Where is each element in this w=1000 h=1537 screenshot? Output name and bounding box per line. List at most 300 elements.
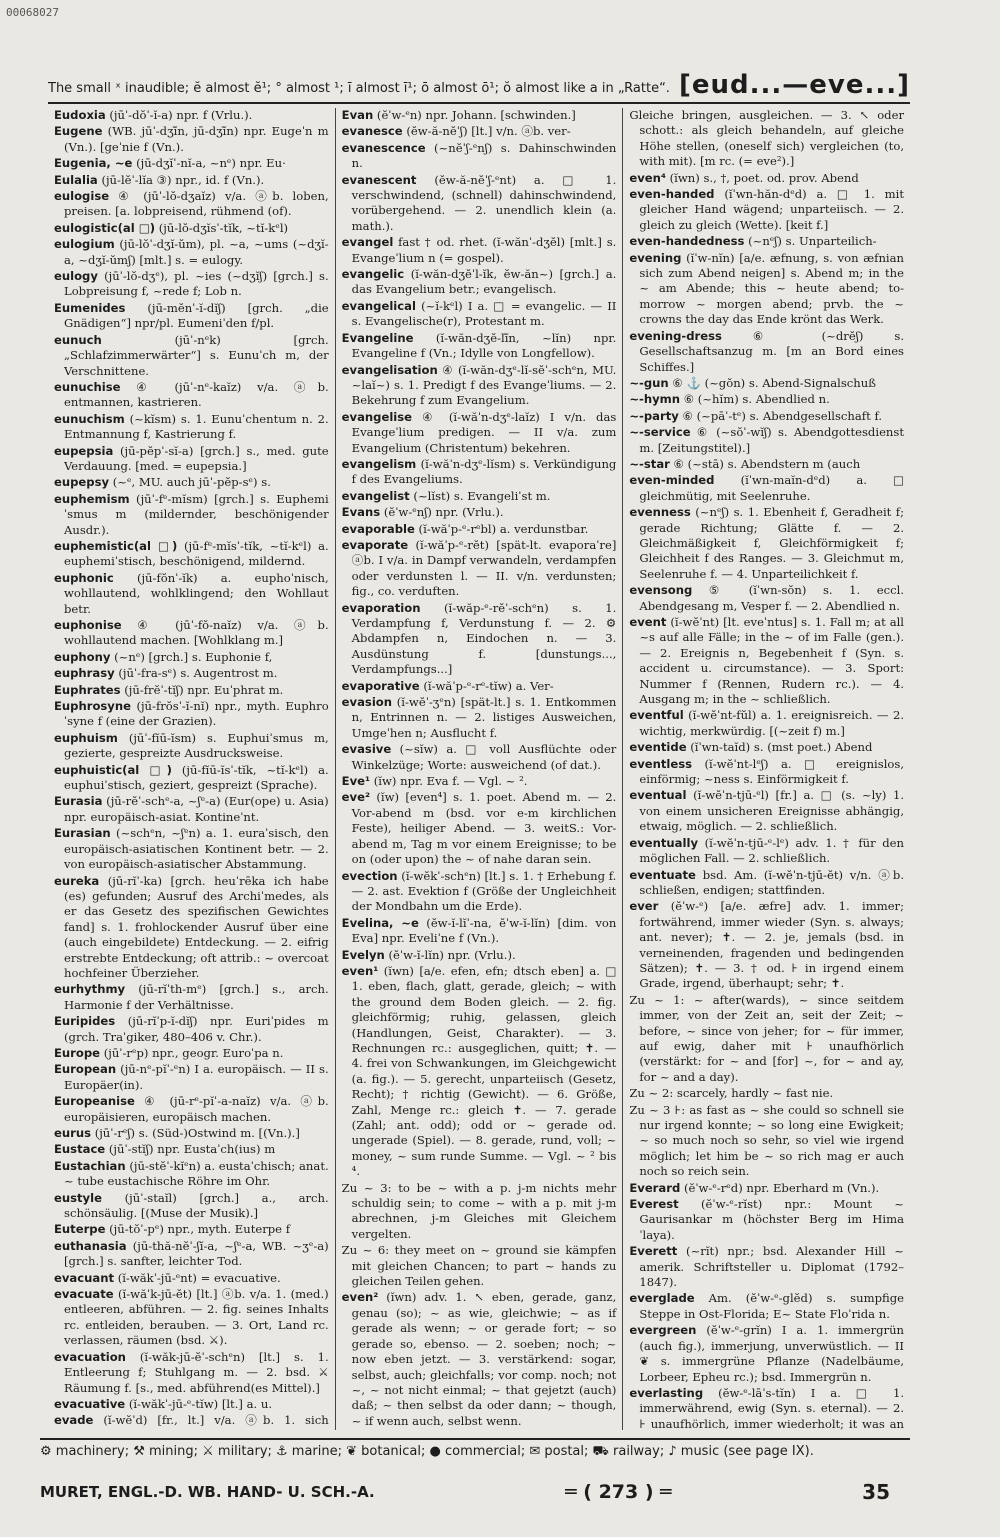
dictionary-entry bbox=[342, 363, 617, 409]
dictionary-entry bbox=[342, 235, 617, 266]
definition: (ĕˈw-ᵉ-rᵉd) npr. Eberhard m (Vn.). bbox=[683, 1180, 880, 1195]
dictionary-entry bbox=[54, 1413, 329, 1430]
definition: (jū-thă-nĕˈ-ʃĭ-a, ~ʃᵉ-a, WB. ~ʒᵉ-a) [grch.] s. sanfter, leichter Tod. bbox=[64, 1238, 329, 1269]
headword: euphuistic(al □) bbox=[54, 762, 172, 777]
headword: Eurasia bbox=[54, 794, 103, 809]
dictionary-entry bbox=[54, 189, 329, 220]
dictionary-entry bbox=[629, 836, 904, 867]
definition: ⑥ (~hĭm) s. Abendlied n. bbox=[683, 392, 830, 407]
definition: (ĭ-wăn-dʒĕˈl-ĭk, ĕw-ăn~) [grch.] a. das Evangelium betr.; evangelisch. bbox=[351, 267, 617, 297]
headword: Eulalia bbox=[54, 172, 98, 187]
definition: Zu ~ 3: to be ~ with a p. j-m nichts mehr schuldig sein; to come ~ with a p. mit j-m abrechnen, j-m Gleiches mit Gleichem vergelten. bbox=[341, 1180, 617, 1241]
definition: (ĭˈw-nĭn) [a/e. æfnung, s. von æfnian sich zum Abend neigen] s. Abend m; in the ~ am Abende; this ~ heute abend; to-morrow ~ morgen abend; prvb. the ~ crowns the day das Ende krönt das Werk. bbox=[639, 250, 905, 327]
dictionary-entry bbox=[54, 1287, 329, 1349]
dictionary-entry bbox=[54, 301, 329, 332]
headword: evening-dress bbox=[629, 328, 722, 343]
headword: eventually bbox=[629, 835, 699, 850]
headword: eupepsy bbox=[54, 475, 110, 490]
definition: (ĕˈw-ᵉ) [a/e. æfre] adv. 1. immer; fortwährend, immer wieder (Syn. s. always; ant. never); ✝. — 2. je, jemals (bsd. in verneinenden, fragenden und bedingenden Sätzen); ✝. — 3. † od. ⊦ in irgend einem Grade, irgend, überhaupt; sehr; ✝. bbox=[639, 899, 905, 991]
dictionary-entry bbox=[54, 475, 329, 490]
headword: euphemism bbox=[54, 491, 130, 506]
headword: evaporative bbox=[341, 678, 420, 693]
headword: evangel bbox=[341, 235, 394, 250]
headword: evacuant bbox=[54, 1270, 114, 1285]
definition: (jūˈ-nᵉk) [grch. „Schlafzimmerwärter“] s. Eunuˈch m, der Verschnittene. bbox=[64, 332, 329, 378]
dictionary-entry bbox=[342, 538, 617, 600]
column-right bbox=[622, 108, 910, 1430]
dictionary-entry bbox=[629, 708, 904, 739]
definition: (~nᵉ) [grch.] s. Euphonie f, bbox=[114, 649, 273, 664]
definition: Zu ~ 6: they meet on ~ ground sie kämpfen mit gleichen Chancen; to part ~ hands zu gleichen Teilen gehen. bbox=[341, 1243, 617, 1289]
headword: evacuative bbox=[54, 1396, 126, 1411]
definition: (ĭ-wăp-ᵉ-rĕˈ-schᵉn) s. 1. Verdampfung f, Verdunstung f. — 2. ⚙ Abdampfen n, Eindochen n. — 3. Ausdünstung f. [dunstungs..., Verdampfungs...] bbox=[351, 600, 617, 677]
headword: evanescence bbox=[341, 140, 426, 155]
dictionary-entry bbox=[629, 1181, 904, 1196]
headword: ever bbox=[629, 899, 659, 914]
definition: (~ᵉ, MU. auch jūˈ-pĕp-sᵉ) s. bbox=[112, 475, 271, 490]
definition: ④ (jūˈ-fŏ-naĭz) v/a. ⓐb. wohllautend machen. [Wohlklang m.] bbox=[64, 618, 329, 648]
dictionary-entry bbox=[629, 1323, 904, 1385]
definition: Zu ~ 2: scarcely, hardly ~ fast nie. bbox=[629, 1086, 834, 1101]
definition: Am. (ĕˈw-ᵉ-glĕd) s. sumpfige Steppe in Ost-Florida; E~ State Floˈrida n. bbox=[639, 1291, 905, 1321]
dictionary-entry bbox=[629, 376, 904, 391]
headword: Evan bbox=[341, 108, 374, 122]
headword: evangelism bbox=[341, 456, 417, 471]
headword: Eve¹ bbox=[341, 774, 371, 789]
definition: (jū-fᵉ-mĭsˈ-tĭk, ~tĭ-kᵉl) a. euphemiˈstisch, beschönigend, mildernd. bbox=[64, 538, 329, 569]
definition: (ĕˈw-ᵉ-grĭn) I a. 1. immergrün (auch fig.), immerjung, unverwüstlich. — II ❦ s. immergrüne Pflanze (Nadelbäume, Lorbeer, Epheu rc.); bsd. Immergrün n. bbox=[639, 1323, 905, 1384]
dictionary-entry bbox=[342, 1290, 617, 1429]
dictionary-entry bbox=[629, 251, 904, 328]
headword: evacuate bbox=[54, 1287, 114, 1302]
dictionary-entry bbox=[342, 522, 617, 537]
definition: (ĭ-wĕkˈ-schᵉn) [lt.] s. 1. † Erhebung f. — 2. ast. Evektion f (Größe der Ungleichheit der Mondbahn um die Erde). bbox=[351, 868, 617, 914]
dictionary-entry bbox=[629, 993, 904, 1085]
definition: ⑥ (~drĕʃ) s. Gesellschaftsanzug m. [m an Bord eines Schiffes.] bbox=[639, 328, 905, 374]
dictionary-entry bbox=[54, 1397, 329, 1412]
headword: eventide bbox=[629, 740, 687, 755]
headword: Eumenides bbox=[54, 300, 126, 315]
dictionary-entry bbox=[342, 1243, 617, 1289]
dictionary-entry bbox=[629, 788, 904, 834]
headword: Eugenia, ~e bbox=[54, 156, 133, 171]
dictionary-entry bbox=[342, 869, 617, 915]
dictionary-columns bbox=[48, 108, 910, 1430]
dictionary-entry bbox=[54, 571, 329, 617]
dictionary-entry bbox=[54, 982, 329, 1013]
definition: (ĭwn) [a/e. efen, efn; dtsch eben] a. □ 1. eben, flach, glatt, gerade, gleich; ~ with the ground dem Boden gleich. — 2. fig. gleichförmig; ruhig, gelassen, gleich (Handlungen, Geist, Charakter). — 3. Rechnungen rc.: ausgeglichen, quitt; ✝. — 4. frei von Schwankungen, im Gleichgewicht (a. fig.). — 5. gerecht, unparteiisch (Gesetz, Recht); † richtig (Gewicht). — 6. Größe, Zahl, Menge rc.: gleich ✝. — 7. gerade (Zahl; ant. odd); odd or ~ gerade od. ungerade (Spiel). — 8. gerade, rund, voll; ~ money, ~ sum runde Summe. — Vgl. ~ ² bis ⁴. bbox=[351, 963, 617, 1179]
headword: even⁴ bbox=[629, 170, 666, 185]
dictionary-entry bbox=[54, 699, 329, 730]
dictionary-entry bbox=[629, 1386, 904, 1430]
definition: ④ (jūˈ-nᵉ-kaĭz) v/a. ⓐb. entmannen, kastrieren. bbox=[64, 379, 329, 410]
definition: (ĭ-wĕˈ-ʒᵉn) [spät-lt.] s. 1. Entkommen n, Entrinnen n. — 2. listiges Ausweichen, Umgeˈhen n; Ausflucht f. bbox=[351, 695, 617, 740]
headword: eupepsia bbox=[54, 443, 114, 458]
dictionary-entry bbox=[629, 234, 904, 249]
page-id: 00068027 bbox=[6, 6, 59, 19]
definition: (jūˈ-fĭū-ĭsm) s. Euphuiˈsmus m, gezierte, gespreizte Ausdrucksweise. bbox=[64, 730, 329, 761]
dictionary-entry bbox=[54, 539, 329, 570]
definition: (jūˈ-staĭl) [grch.] a., arch. schönsäulig. [(Muse der Musik).] bbox=[64, 1190, 329, 1221]
definition: fast † od. rhet. (ĭ-wănˈ-dʒĕl) [mlt.] s. Evangeˈlium n (= gospel). bbox=[351, 235, 617, 265]
definition: (WB. jūˈ-dʒĭ̄n, jū-dʒĭ̄n) npr. Eugeˈn m (Vn.). [geˈnie f (Vn.). bbox=[64, 124, 329, 154]
definition: (ĭ-wĕˈnt) [lt. eveˈntus] s. 1. Fall m; at all ~s auf alle Fälle; in the ~ of im Falle (gen.). — 2. Ereignis n, Begebenheit f (Syn. s. accident u. circumstance). — 3. Sport: Nummer f (Rennen, Rudern rc.). — 4. Ausgang m; in the ~ schließlich. bbox=[639, 615, 905, 707]
headword: evangelise bbox=[341, 409, 413, 424]
dictionary-entry bbox=[629, 757, 904, 788]
headword: Euphrosyne bbox=[54, 699, 131, 714]
dictionary-entry bbox=[629, 1086, 904, 1101]
definition: (jū-tŏˈ-pᵉ) npr., myth. Euterpe f bbox=[109, 1222, 291, 1237]
dictionary-entry bbox=[629, 899, 904, 991]
dictionary-entry bbox=[54, 1014, 329, 1045]
headword: euphuism bbox=[54, 730, 118, 745]
headword: ~-hymn bbox=[629, 392, 681, 407]
definition: ⑤ (ĭˈwn-sŏn) s. 1. eccl. Abendgesang m, Vesper f. — 2. Abendlied n. bbox=[639, 583, 905, 613]
dictionary-entry bbox=[54, 1142, 329, 1157]
headword: eunuchise bbox=[54, 379, 121, 394]
headword: evaporable bbox=[341, 521, 415, 536]
definition: (ĕw-ă-nĕˈʃ) [lt.] v/n. ⓐb. ver- bbox=[406, 124, 571, 139]
dictionary-entry bbox=[629, 868, 904, 899]
guide-words: [eud...—eve...] bbox=[679, 70, 910, 100]
definition: (ĭ-wăkˈ-jū-ᵉnt) = evacuative. bbox=[117, 1270, 281, 1285]
headword: Everest bbox=[629, 1197, 679, 1212]
dictionary-entry bbox=[629, 187, 904, 233]
definition: (jū-fĭū-ĭsˈ-tĭk, ~tĭ-kᵉl) a. euphuiˈstisch, geziert, gespreizt (Sprache). bbox=[64, 762, 329, 793]
definition: (jū-mĕnˈ-ĭ-dĭʃ) [grch. „die Gnädigen“] npr/pl. Eumeniˈden f/pl. bbox=[64, 300, 329, 331]
dictionary-entry bbox=[54, 1239, 329, 1270]
definition: (ĭwn) s., †, poet. od. prov. Abend bbox=[669, 170, 859, 185]
definition: (ĕw-ĭ-lĭˈ-na, ĕˈw-ĭ-lĭn) [dim. von Eva] npr. Eveliˈne f (Vn.). bbox=[351, 915, 617, 946]
definition: (jūˈ-stĭʃ) npr. Eustaˈch(ius) m bbox=[108, 1142, 276, 1157]
definition: Zu ~ 1: ~ after(wards), ~ since seitdem immer, von der Zeit an, seit der Zeit; ~ before, ~ since von jeher; for ~ für immer, auf ewig, daher mit ⊦ unaufhörlich (verstärkt: for ~ and [for] ~, for ~ and ay, for ~ and a day). bbox=[629, 992, 905, 1084]
headword: evade bbox=[54, 1413, 94, 1428]
definition: (jūˈ-rᵉʃ) s. (Süd-)Ostwind m. [(Vn.).] bbox=[94, 1126, 300, 1140]
headword: European bbox=[54, 1062, 117, 1077]
definition: Zu ~ 3 ⊦: as fast as ~ she could so schnell sie nur irgend konnte; ~ so long eine Ewigkeit; ~ so much noch so sehr, so viel wie irgend möglich; let him be ~ so rich mag er auch noch so reich sein. bbox=[629, 1102, 905, 1179]
headword: eurus bbox=[54, 1126, 91, 1140]
headword: euphonise bbox=[54, 618, 122, 632]
headword: everglade bbox=[629, 1291, 695, 1306]
dictionary-entry bbox=[54, 731, 329, 762]
headword: ~-gun bbox=[629, 375, 669, 390]
definition: ④ (ĭ-wăˈn-dʒᵉ-laĭz) I v/n. das Evangeˈlium predigen. — II v/a. zum Evangelium (Christentum) bekehren. bbox=[351, 409, 617, 455]
headword: eulogistic(al □) bbox=[54, 220, 156, 235]
headword: evergreen bbox=[629, 1323, 697, 1338]
dictionary-entry bbox=[54, 108, 329, 123]
dictionary-entry bbox=[54, 380, 329, 411]
dictionary-entry bbox=[342, 141, 617, 172]
dictionary-entry bbox=[629, 583, 904, 614]
headword: Everard bbox=[629, 1180, 681, 1195]
dictionary-entry bbox=[629, 329, 904, 375]
dictionary-entry bbox=[54, 1271, 329, 1286]
definition: (ĕˈw-ᵉn) npr. Johann. [schwinden.] bbox=[376, 108, 576, 122]
headword: eunuchism bbox=[54, 411, 125, 426]
definition: (ĭˈwn-taĭd) s. (mst poet.) Abend bbox=[690, 740, 873, 755]
definition: (ĕw-ᵉ-lāˈs-tĭn) I a. □ 1. immerwährend, ewig (Syn. s. eternal). — 2. ⊦ unaufhörlich, immer wiederholt; it was an bbox=[639, 1385, 905, 1430]
headword: euphony bbox=[54, 649, 111, 664]
headword: evangelisation bbox=[341, 362, 438, 377]
dictionary-entry bbox=[629, 425, 904, 456]
dictionary-entry bbox=[342, 173, 617, 235]
headword: even-minded bbox=[629, 473, 715, 488]
dictionary-entry bbox=[629, 740, 904, 755]
headword: Eudoxia bbox=[54, 108, 106, 122]
headword: eureka bbox=[54, 873, 100, 888]
dictionary-entry bbox=[629, 1291, 904, 1322]
definition: (jū-dʒĭˈ-nĭ-a, ~nᵉ) npr. Eu· bbox=[136, 156, 286, 171]
headword: Evangeline bbox=[341, 330, 414, 345]
dictionary-entry bbox=[54, 1126, 329, 1141]
headword: evasion bbox=[341, 695, 393, 710]
headword: eventful bbox=[629, 708, 684, 723]
headword: evening bbox=[629, 250, 682, 265]
headword: Evelina, ~e bbox=[341, 915, 419, 930]
definition: (ĭ-wĕˈn-tjū-ᵉ-lᵉ) adv. 1. † für den möglichen Fall. — 2. schließlich. bbox=[639, 835, 905, 866]
headword: evenness bbox=[629, 505, 691, 520]
dictionary-entry bbox=[54, 874, 329, 982]
headword: ~-star bbox=[629, 456, 670, 471]
headword: Evelyn bbox=[341, 947, 385, 962]
dictionary-entry bbox=[54, 763, 329, 794]
dictionary-entry bbox=[54, 444, 329, 475]
headword: Everett bbox=[629, 1244, 678, 1259]
dictionary-entry bbox=[54, 173, 329, 188]
imprint: MURET, ENGL.-D. WB. HAND- U. SCH.-A. bbox=[40, 1483, 375, 1501]
headword: Europe bbox=[54, 1045, 101, 1060]
definition: (ĭ-wĕˈd) [fr., lt.] v/a. ⓐb. 1. sich bbox=[103, 1413, 329, 1428]
headword: evaporation bbox=[341, 600, 421, 615]
dictionary-entry bbox=[342, 1181, 617, 1243]
headword: even¹ bbox=[341, 963, 379, 978]
definition: (~lĭst) s. Evangeliˈst m. bbox=[413, 488, 551, 503]
headword: euphonic bbox=[54, 570, 114, 585]
dictionary-entry bbox=[629, 392, 904, 407]
headword: event bbox=[629, 615, 667, 629]
definition: bsd. Am. (ĭ-wĕˈn-tjū-ĕt) v/n. ⓐb. schließen, endigen; stattfinden. bbox=[639, 867, 905, 897]
definition: (~ĭ-kᵉl) I a. □ = evangelic. — II s. Evangelische(r), Protestant m. bbox=[351, 298, 617, 329]
center-page-number: ═ ( 273 ) ═ bbox=[565, 1481, 672, 1503]
headword: even² bbox=[341, 1290, 379, 1305]
definition: (jūˈ-fra-sᵉ) s. Augentrost m. bbox=[118, 666, 278, 681]
headword: eulogise bbox=[54, 189, 110, 204]
definition: (jūˈ-fᵉ-mĭsm) [grch.] s. Euphemiˈsmus m (mildernder, beschönigender Ausdr.). bbox=[64, 491, 329, 537]
definition: (ĭˈwn-hăn-dᵉd) a. □ 1. mit gleicher Hand wägend; unparteiisch. — 2. gleich zu gleich (Wette). [keit f.] bbox=[639, 187, 905, 232]
dictionary-entry bbox=[342, 489, 617, 504]
headword: euphrasy bbox=[54, 666, 115, 681]
definition: (ĕˈw-ĭ-lĭn) npr. (Vrlu.). bbox=[388, 947, 516, 962]
headword: evanesce bbox=[341, 124, 403, 139]
dictionary-entry bbox=[342, 331, 617, 362]
definition: ⑥ (~pāˈ-tᵉ) s. Abendgesellschaft f. bbox=[682, 408, 883, 423]
headword: evacuation bbox=[54, 1349, 126, 1364]
definition: (~kĭsm) s. 1. Eunuˈchentum n. 2. Entmannung f, Kastrierung f. bbox=[64, 411, 329, 442]
headword: even-handedness bbox=[629, 234, 745, 249]
definition: ④ (jūˈ-lŏ-dʒaĭz) v/a. ⓐb. loben, preisen. [a. lobpreisend, rühmend (of). bbox=[64, 189, 329, 219]
definition: (ĭw) [even⁴] s. 1. poet. Abend m. — 2. Vor-abend m (bsd. vor e-m kirchlichen Feste), heiliger Abend. — 3. weitS.: Vor-abend m, Tag m vor einem Ereignisse; to be on (oder upon) the ~ of nahe daran sein. bbox=[351, 790, 617, 867]
dictionary-entry bbox=[342, 790, 617, 867]
dictionary-entry bbox=[54, 412, 329, 443]
definition: (ĭ-wăˈp-ᵉ-rĕt) [spät-lt. evaporaˈre] ⓐb. I v/a. in Dampf verwandeln, verdampfen oder verdunsten l. — II. v/n. verdunsten; fig., co. verduften. bbox=[351, 537, 617, 599]
definition: Gleiche bringen, ausgleichen. — 3. ↖ oder schott.: als gleich behandeln, auf gleiche Höhe stellen, (oneself sich) vergleichen (to, with mit). [m rc. (= eve²).] bbox=[629, 108, 905, 169]
dictionary-entry bbox=[629, 473, 904, 504]
definition: (ĕw-ă-nĕˈʃ-ᵉnt) a. □ 1. verschwindend, (schnell) dahinschwindend, vorübergehend. — 2. unendlich klein (a. math.). bbox=[351, 172, 617, 233]
headword: euthanasia bbox=[54, 1238, 127, 1253]
headword: Euterpe bbox=[54, 1222, 106, 1237]
dictionary-entry bbox=[54, 683, 329, 698]
column-left bbox=[48, 108, 335, 1430]
dictionary-entry bbox=[342, 108, 617, 123]
headword: Euripides bbox=[54, 1014, 116, 1029]
definition: (ĭ-wăn-dʒĕ-lĭ̄n, ~lĭn) npr. Evangeline f (Vn.; Idylle von Longfellow). bbox=[351, 330, 617, 361]
definition: (~schᵉn, ~ʃᵉn) a. 1. euraˈsisch, den europäisch-asiatischen Kontinent betr. — 2. von europäisch-asiatischer Abstammung. bbox=[64, 826, 329, 872]
headword: evanescent bbox=[341, 172, 417, 187]
dictionary-entry bbox=[629, 1244, 904, 1290]
definition: (~nᵉʃ) s. 1. Ebenheit f, Geradheit f; gerade Richtung; Glätte f. — 2. Gleichmäßigkeit f, Gleichförmigkeit f; Gleichheit f des Ranges. — 3. Gleichmut m, Seelenruhe f. — 4. Unparteilichkeit f. bbox=[639, 505, 905, 581]
headword: eventual bbox=[629, 788, 687, 803]
dictionary-entry bbox=[342, 774, 617, 789]
definition: (jū-frĕˈ-tĭʃ) npr. Euˈphrat m. bbox=[124, 682, 284, 697]
dictionary-entry bbox=[629, 615, 904, 707]
headword: evangelical bbox=[341, 298, 416, 313]
dictionary-entry bbox=[54, 269, 329, 300]
dictionary-entry bbox=[54, 333, 329, 379]
dictionary-entry bbox=[629, 1197, 904, 1243]
dictionary-entry bbox=[342, 267, 617, 298]
dictionary-entry bbox=[54, 156, 329, 171]
definition: (~sĭw) a. □ voll Ausflüchte oder Winkelzüge; Worte: ausweichend (of dat.). bbox=[351, 742, 617, 772]
headword: everlasting bbox=[629, 1385, 704, 1400]
definition: (~nĕˈʃ-ᵉnʃ) s. Dahinschwinden n. bbox=[351, 140, 617, 171]
headword: eventless bbox=[629, 756, 693, 771]
definition: (ĭwn) adv. 1. ↖ eben, gerade, ganz, genau (so); ~ as wie, gleichwie; ~ as if gerade als wenn; ~ or gerade fort; ~ so gerade so, ebenso. — 2. soeben; noch; ~ now eben jetzt. — 3. verstärkend: sogar, selbst, auch; gleichfalls; vor comp. noch; not ~, ~ not nicht einmal; ~ that gejetzt (auch) daß; ~ then selbst da oder dann; ~ though, ~ if wenn auch, selbst wenn. bbox=[351, 1290, 617, 1428]
headword: evensong bbox=[629, 583, 693, 598]
definition: (ĭ-wăk-jū-ĕˈ-schᵉn) [lt.] s. 1. Entleerung f; Stuhlgang m. — 2. bsd. ⚔ Räumung f. [s., med. abführend(es Mittel).] bbox=[64, 1349, 329, 1395]
headword: eventuate bbox=[629, 867, 696, 882]
symbol-legend: ⚙ machinery; ⚒ mining; ⚔ military; ⚓ marine; ❦ botanical; ● commercial; ✉ postal; ⛟ railway; ♪ music (see page IX). bbox=[40, 1438, 910, 1461]
dictionary-entry bbox=[342, 505, 617, 520]
definition: (jū-rĭˈth-mᵉ) [grch.] s., arch. Harmonie f der Verhältnisse. bbox=[64, 982, 329, 1012]
definition: (ĭ-wăˈn-dʒᵉ-lĭsm) s. Verkündigung f des Evangeliums. bbox=[351, 456, 617, 487]
headword: Europeanise bbox=[54, 1094, 135, 1109]
definition: (jū-frŏsˈ-ĭ-nĭ) npr., myth. Euphroˈsyne f (eine der Grazien). bbox=[64, 699, 329, 729]
dictionary-entry bbox=[629, 108, 904, 170]
dictionary-entry bbox=[629, 457, 904, 472]
headword: eustyle bbox=[54, 1190, 102, 1205]
column-middle bbox=[335, 108, 623, 1430]
dictionary-entry bbox=[54, 826, 329, 872]
dictionary-entry bbox=[342, 916, 617, 947]
dictionary-entry bbox=[342, 299, 617, 330]
definition: (jūˈ-rᵉp) npr., geogr. Euroˈpa n. bbox=[103, 1045, 284, 1060]
dictionary-entry bbox=[54, 650, 329, 665]
definition: (ĕˈw-ᵉ-rĭst) npr.: Mount ~ Gaurisankar m (höchster Berg im Himaˈlaya). bbox=[639, 1197, 905, 1242]
dictionary-entry bbox=[54, 1094, 329, 1125]
definition: (jūˈ-lŏ-dʒᵉ), pl. ~ies (~dʒĭʃ) [grch.] s. Lobpreisung f, ~rede f; Lob n. bbox=[64, 269, 329, 299]
definition: (ĭ-wĕˈn-tjū-ᵉl) [fr.] a. □ (s. ~ly) 1. von einem unsicheren Ereignisse abhängig, etwaig, möglich. — 2. schließlich. bbox=[639, 788, 905, 834]
dictionary-entry bbox=[54, 221, 329, 236]
headword: evasive bbox=[341, 742, 392, 757]
headword: Eustace bbox=[54, 1142, 106, 1157]
definition: ④ (jū-rᵉ-pĭˈ-a-naĭz) v/a. ⓐb. europäisieren, europäisch machen. bbox=[64, 1094, 329, 1124]
definition: ⑥ ⚓ (~gŏn) s. Abend-Signalschuß bbox=[672, 375, 876, 390]
definition: (ĭ-wăˈp-ᵉ-rᵉbl) a. verdunstbar. bbox=[418, 521, 589, 536]
definition: (ĭˈwn-maĭn-dᵉd) a. □ gleichmütig, mit Seelenruhe. bbox=[639, 473, 905, 503]
dictionary-entry bbox=[54, 1191, 329, 1222]
page-number: 35 bbox=[862, 1480, 890, 1504]
dictionary-entry bbox=[342, 410, 617, 456]
definition: (ĭ-wĕˈnt-fŭl) a. 1. ereignisreich. — 2. wichtig, merkwürdig. [(~zeit f) m.] bbox=[639, 708, 905, 738]
dictionary-entry bbox=[342, 601, 617, 678]
definition: (jū-rĭˈp-ĭ-dĭʃ) npr. Euriˈpides m (grch. Traˈgiker, 480–406 v. Chr.). bbox=[64, 1014, 329, 1044]
definition: ⑥ (~sŏˈ-wĭʃ) s. Abendgottesdienst m. [Zeitungstitel).] bbox=[639, 425, 905, 455]
definition: (jū-rĭˈ-ka) [grch. heuˈrēka ich habe (es) gefunden; Ausruf des Archiˈmedes, als er das Gesetz des spezifischen Gewichtes fand] s. 1. frohlockender Ausruf über eine (auch eingebildete) Entdeckung. — 2. eifrig erstrebte Entdeckung; oft attrib.: ~ overcoat hochfeiner Überzieher. bbox=[64, 873, 329, 980]
headword: Eugene bbox=[54, 124, 103, 139]
dictionary-entry bbox=[342, 124, 617, 139]
definition: (jū-fŏnˈ-ĭk) a. euphoˈnisch, wohllautend, wohlklingend; den Wohllaut betr. bbox=[64, 570, 329, 616]
dictionary-entry bbox=[54, 1222, 329, 1237]
dictionary-entry bbox=[54, 1350, 329, 1396]
dictionary-entry bbox=[54, 1159, 329, 1190]
dictionary-entry bbox=[54, 1046, 329, 1061]
dictionary-entry bbox=[342, 695, 617, 741]
definition: (ĭw) npr. Eva f. — Vgl. ~ ². bbox=[373, 774, 528, 789]
dictionary-entry bbox=[342, 457, 617, 488]
headword: ~-service bbox=[629, 425, 691, 440]
headword: Euphrates bbox=[54, 682, 121, 697]
pronunciation-legend: The small ˣ inaudible; ĕ almost ĕ¹; ° almost ¹; ī almost ī¹; ō almost ō¹; ŏ almost like a in „Ratte“. bbox=[48, 81, 670, 96]
definition: (ĭ-wăˈk-jū-ĕt) [lt.] ⓐb. v/a. 1. (med.) entleeren, abführen. — 2. fig. seines Inhalts rc. entleiden, berauben. — 3. Ort, Land rc. verlassen, räumen (bsd. ⚔). bbox=[64, 1287, 329, 1348]
headword: even-handed bbox=[629, 187, 715, 202]
dictionary-entry bbox=[342, 742, 617, 773]
dictionary-entry bbox=[54, 666, 329, 681]
headword: evangelic bbox=[341, 267, 405, 282]
headword: eunuch bbox=[54, 332, 102, 347]
dictionary-entry bbox=[629, 1103, 904, 1180]
headword: evangelist bbox=[341, 488, 410, 503]
definition: (jū-lŏˈ-dʒĭ-ŭm), pl. ~a, ~ums (~dʒĭ-a, ~dʒĭ-ŭmʃ) [mlt.] s. = eulogy. bbox=[64, 237, 329, 267]
dictionary-entry bbox=[629, 409, 904, 424]
headword: euphemistic(al □) bbox=[54, 538, 178, 553]
definition: ⑥ (~stā) s. Abendstern m (auch bbox=[673, 456, 861, 471]
dictionary-entry bbox=[54, 124, 329, 155]
definition: (ĭ-wĕˈnt-lᵉʃ) a. □ ereignislos, einförmig; ~ness s. Einförmigkeit f. bbox=[639, 756, 905, 787]
page-header bbox=[48, 62, 910, 104]
definition: (jū-lŏ-dʒĭsˈ-tĭk, ~tĭ-kᵉl) bbox=[158, 220, 289, 235]
headword: eulogy bbox=[54, 269, 98, 284]
headword: ~-party bbox=[629, 408, 679, 423]
definition: (jū-stĕˈ-kĭᵉn) a. eustaˈchisch; anat. ~ tube eustachische Röhre im Ohr. bbox=[64, 1158, 329, 1189]
headword: Eustachian bbox=[54, 1158, 126, 1173]
definition: (jū-rĕˈ-schᵉ-a, ~ʃᵉ-a) (Eur(ope) u. Asia) npr. europäisch-asiat. Kontineˈnt. bbox=[64, 794, 329, 824]
dictionary-entry bbox=[54, 618, 329, 649]
headword: eve² bbox=[341, 790, 371, 805]
definition: (~rĭt) npr.; bsd. Alexander Hill ~ amerik. Schriftsteller u. Diplomat (1792–1847). bbox=[639, 1244, 905, 1290]
headword: evaporate bbox=[341, 537, 409, 552]
definition: (jū-lĕˈ-lĭa ③) npr., id. f (Vn.). bbox=[101, 172, 265, 187]
headword: evection bbox=[341, 868, 398, 883]
definition: ④ (ĭ-wăn-dʒᵉ-lĭ-sĕˈ-schᵉn, MU. ~laĭ~) s. 1. Predigt f des Evangeˈliums. — 2. Bekehrung f zum Evangelium. bbox=[351, 362, 617, 408]
headword: Evans bbox=[341, 505, 381, 520]
dictionary-entry bbox=[342, 964, 617, 1180]
page-footer bbox=[40, 1480, 890, 1504]
definition: (jū-pĕpˈ-sĭ-a) [grch.] s., med. gute Verdauung. [med. = eupepsia.] bbox=[64, 443, 329, 473]
dictionary-entry bbox=[342, 679, 617, 694]
dictionary-entry bbox=[54, 237, 329, 268]
dictionary-entry bbox=[342, 948, 617, 963]
dictionary-entry bbox=[629, 505, 904, 582]
